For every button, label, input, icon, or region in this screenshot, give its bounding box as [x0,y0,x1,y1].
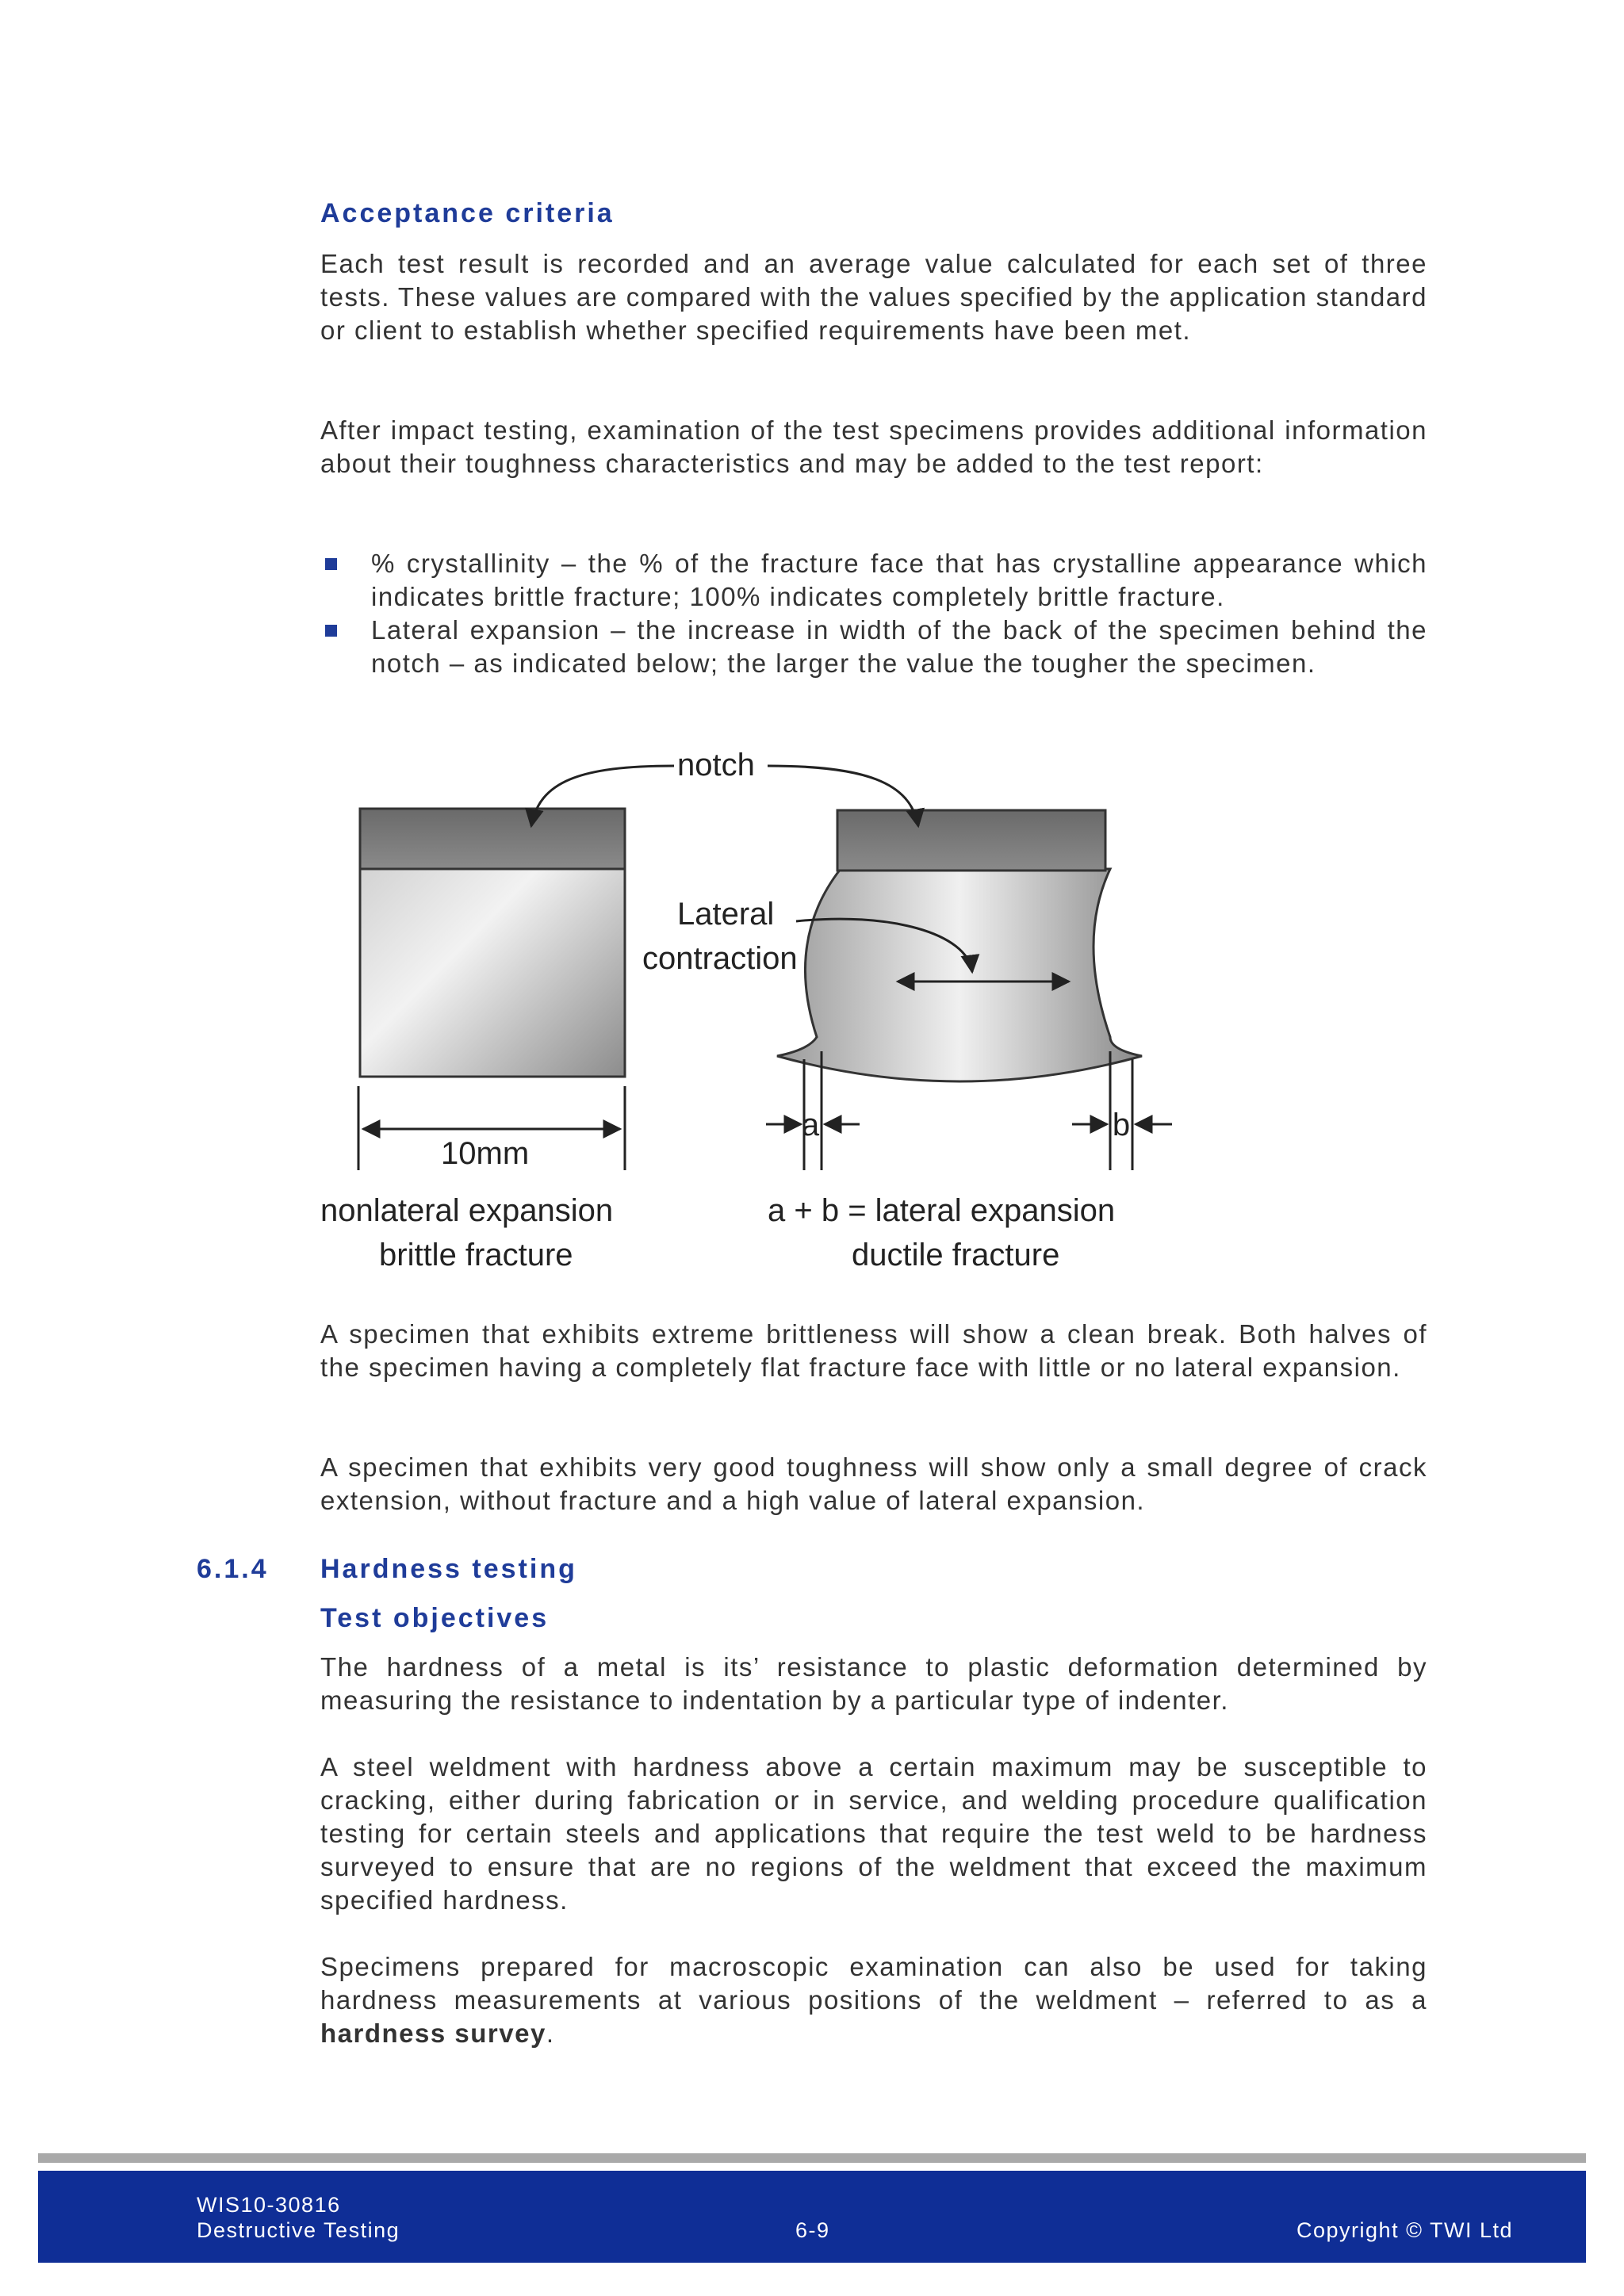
hardness-survey-period: . [546,2019,555,2048]
ductile-specimen [777,810,1142,1081]
contraction-label: contraction [642,941,798,976]
hardness-survey-text: Specimens prepared for macroscopic examination can also be used for taking hardness measurements at various positions of the weldment – referred to as a [320,1952,1427,2015]
paragraph-brittleness: A specimen that exhibits extreme brittleness will show a clean break. Both halves of the specimen having a completely flat fracture face with little or no lateral expansion. [320,1319,1427,1382]
paragraph-hardness-survey [320,1950,1427,2050]
lateral-expansion-caption: a + b = lateral expansion [768,1193,1116,1228]
lateral-label: Lateral [677,897,775,932]
paragraph-weldment-hardness: A steel weldment with hardness above a certain maximum may be susceptible to cracking, either during fabrication or in service, and welding procedure qualification testing for certain steels and applications that require the test weld to be hardness surveyed to ensure that are no regions of the weldment that exceed the maximum specified hardness. [320,1752,1427,1915]
footer-rule [38,2153,1586,2163]
brittle-specimen [360,809,625,1077]
section-number: 6.1.4 [197,1554,269,1584]
bullet-crystallinity-text: % crystallinity – the % of the fracture face that has crystalline appearance which indicates brittle fracture; 100% indicates completely brittle fracture. [371,549,1427,611]
paragraph-results: Each test result is recorded and an average value calculated for each set of three tests. These values are compared with the values specified by the application standard or client to establish whether specified requirements have been met. [320,249,1427,345]
test-objectives-heading: Test objectives [320,1603,550,1633]
hardness-survey-term: hardness survey [320,2019,546,2048]
nonlateral-caption: nonlateral expansion [320,1193,614,1228]
footer-doc-id: WIS10-30816 [197,2193,341,2217]
paragraph-toughness: A specimen that exhibits very good toughness will show only a small degree of crack extension, without fracture and a high value of lateral expansion. [320,1452,1427,1515]
brittle-caption: brittle fracture [379,1238,573,1272]
bullet-lateral-expansion [320,614,1427,680]
b-label: b [1112,1108,1131,1142]
square-bullet-icon [325,558,337,570]
lateral-expansion-diagram [317,742,1189,1281]
ductile-caption: ductile fracture [852,1238,1060,1272]
square-bullet-icon [325,625,337,637]
paragraph-after-impact: After impact testing, examination of the test specimens provides additional information about their toughness characteristics and may be added to the test report: [320,415,1427,478]
bullet-crystallinity [320,547,1427,614]
page-footer [38,2171,1586,2263]
notch-label: notch [677,748,755,783]
hardness-testing-heading: Hardness testing [320,1554,577,1584]
acceptance-criteria-heading: Acceptance criteria [320,198,615,228]
dimension-label: 10mm [441,1136,530,1171]
footer-title: Destructive Testing [197,2218,400,2242]
paragraph-hardness-definition: The hardness of a metal is its’ resistance to plastic deformation determined by measuring the resistance to indentation by a particular type of indenter. [320,1652,1427,1715]
footer-copyright: Copyright © TWI Ltd [1297,2218,1513,2242]
a-label: a [801,1108,820,1142]
toughness-bullet-list [320,547,1427,680]
bullet-lateral-expansion-text: Lateral expansion – the increase in width of the back of the specimen behind the notch – as indicated below; the larger the value the tougher the specimen. [371,615,1427,678]
footer-page-number: 6-9 [795,2218,830,2242]
